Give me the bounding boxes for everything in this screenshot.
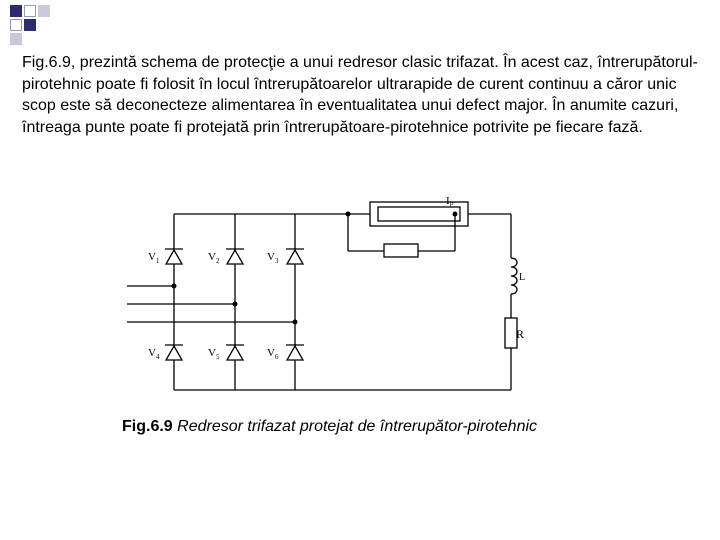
- diode-v1: [165, 249, 183, 264]
- figure-caption: [122, 418, 537, 436]
- junction-dot: [453, 212, 458, 217]
- diode-v4: [165, 345, 183, 360]
- label-v2: $V_2$: [208, 251, 220, 265]
- label-v5: $V_5$: [208, 347, 220, 361]
- label-inductor: L: [519, 272, 526, 283]
- label-v4: $V_4$: [148, 347, 160, 361]
- label-v1: $V_1$: [148, 251, 160, 265]
- inductor-coil: [511, 258, 517, 294]
- body-paragraph: Fig.6.9, prezintă schema de protecţie a unui redresor clasic trifazat. În acest caz, întrerupătorul-pirotehnic poate fi folosit în locul întrerupătoarelor ultrarapide de curent continuu a căror unic scop este să deconecteze alimentarea în eventualitatea unui defect major. În anumite cazuri, întreaga punte poate fi protejată prin întrerupătoare-pirotehnice potrivite pe fiecare fază.: [22, 54, 698, 136]
- fuse-element: [384, 244, 418, 257]
- junction-dot: [293, 320, 298, 325]
- junction-dot: [346, 212, 351, 217]
- caption-figure-number: Fig.6.9: [122, 418, 173, 435]
- diode-v2: [226, 249, 244, 264]
- junction-dot: [233, 302, 238, 307]
- diode-v5: [226, 345, 244, 360]
- junction-dot: [172, 284, 177, 289]
- label-ip: $I_P$: [446, 195, 454, 209]
- caption-title: Redresor trifazat protejat de întrerupător-pirotehnic: [172, 418, 538, 435]
- label-v3: $V_3$: [267, 251, 279, 265]
- diode-v3: [286, 249, 304, 264]
- label-v6: $V_6$: [267, 347, 279, 361]
- diode-v6: [286, 345, 304, 360]
- pyrotechnic-switch-inner: [378, 207, 460, 221]
- label-resistor: R: [516, 327, 525, 341]
